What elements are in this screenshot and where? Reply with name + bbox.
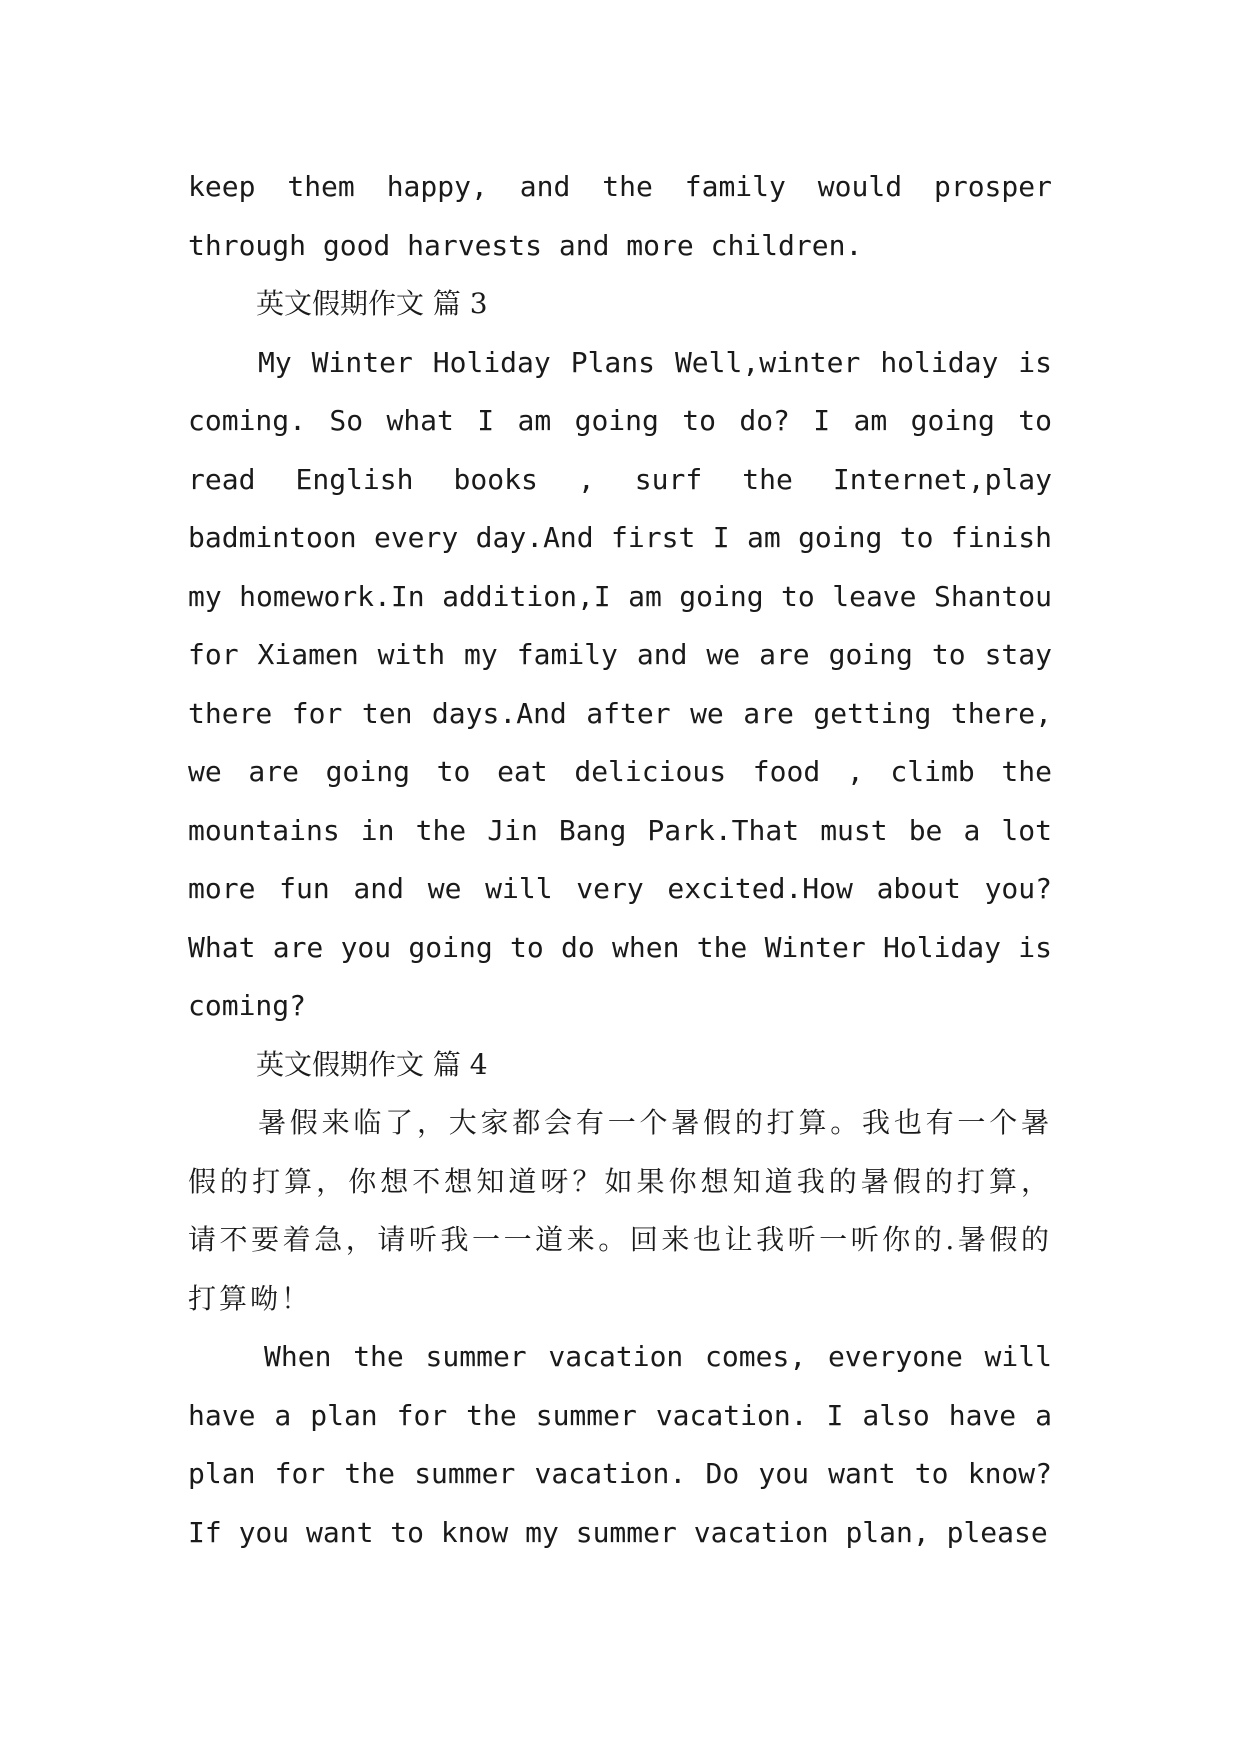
document-page xyxy=(188,158,1052,1562)
paragraph-summer-vacation: When the summer vacation comes, everyone will have a plan for the summer vacation. I also have a plan for the summer vacation. Do you want to know? If you want to know my summer vacation plan, please xyxy=(188,1340,1052,1549)
paragraph-continuation: keep them happy, and the family would prosper through good harvests and more children. xyxy=(188,170,1052,262)
paragraph-winter-holiday: My Winter Holiday Plans Well,winter holiday is coming. So what I am going to do? I am going to read English books , surf the Internet,play badmintoon every day.And first I am going to finish my homework.In addition,I am going to leave Shantou for Xiamen with my family and we are going to stay there for ten days.And after we are getting there, we are going to eat delicious food , climb the mountains in the Jin Bang Park.That must be a lot more fun and we will very excited.How about you?What are you going to do when the Winter Holiday is coming? xyxy=(188,345,1052,1022)
section-heading-3: 英文假期作文 篇 3 xyxy=(256,287,488,320)
paragraph-chinese-intro: 暑假来临了，大家都会有一个暑假的打算。我也有一个暑假的打算，你想不想知道呀？如果你想知道我的暑假的打算，请不要着急，请听我一一道来。回来也让我听一听你的.暑假的打算呦！ xyxy=(188,1106,1052,1315)
section-heading-4: 英文假期作文 篇 4 xyxy=(256,1047,488,1081)
